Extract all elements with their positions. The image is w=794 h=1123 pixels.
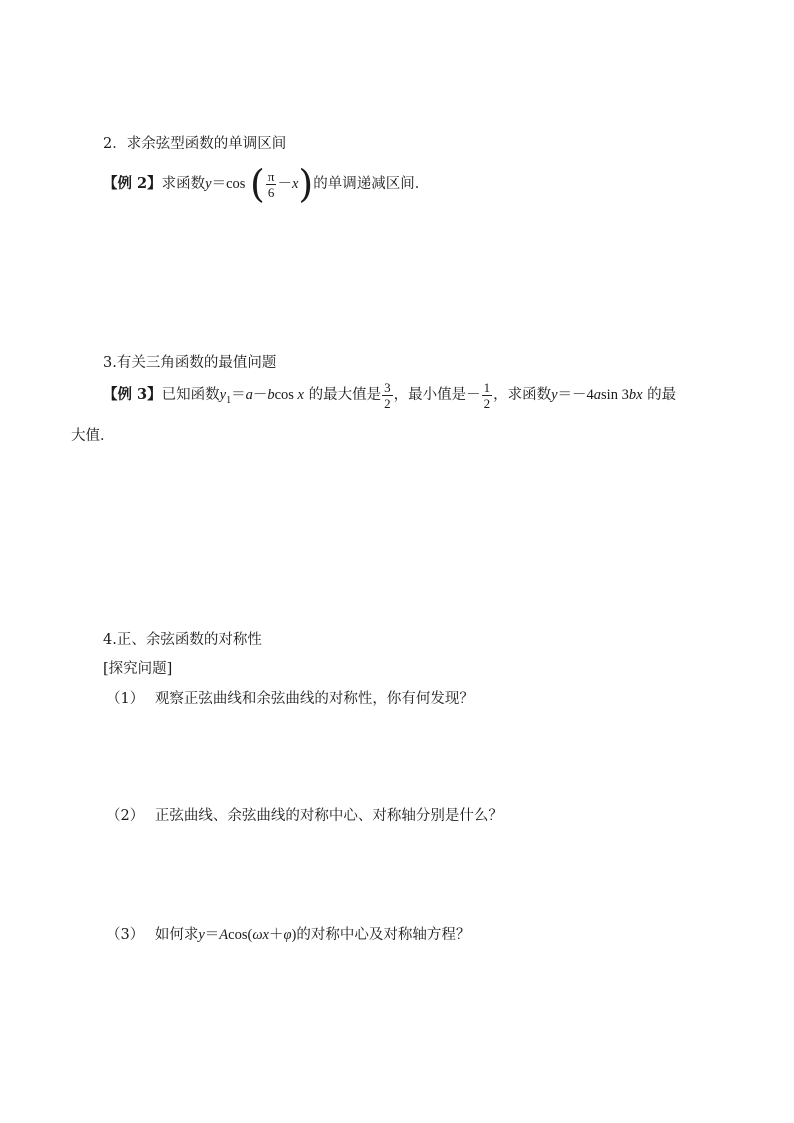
max-numerator: 3 (384, 379, 391, 395)
coefficient-4: 4 (586, 387, 594, 403)
cos-text: cos (226, 176, 246, 192)
right-paren: ) (298, 162, 314, 206)
text-part-3: ，最小值是－ (393, 387, 481, 403)
text-part-1: 已知函数 (161, 387, 220, 403)
var-y: y (198, 927, 205, 943)
explore-heading: [探究问题] (103, 661, 173, 677)
question-2-number: （2） (106, 808, 145, 824)
question-2-text: 正弦曲线、余弦曲线的对称中心、对称轴分别是什么？ (154, 808, 503, 824)
var-y2: y (551, 387, 558, 403)
question-2 (106, 806, 503, 826)
example-3-continuation: 大值． (71, 428, 115, 444)
close-paren: ) (291, 927, 297, 943)
example-2-tag: 【例 2】 (103, 175, 162, 192)
left-paren: ( (250, 162, 265, 206)
equals: ＝ (231, 387, 246, 403)
cos-text: cos (274, 387, 298, 403)
section-2-heading: 2．求余弦型函数的单调区间 (103, 136, 287, 152)
fraction-pi-6 (266, 169, 277, 200)
question-3-prefix: 如何求 (154, 927, 199, 943)
var-x: x (297, 387, 304, 403)
question-3 (106, 925, 470, 945)
example-2-prefix: 求函数 (161, 176, 206, 192)
fraction-denominator: 6 (267, 184, 275, 200)
var-a2: a (593, 387, 602, 403)
fraction-min (482, 380, 493, 411)
var-b: b (267, 387, 275, 403)
example-3-tag: 【例 3】 (103, 386, 162, 403)
minus: － (277, 176, 292, 192)
equals-neg: ＝－ (557, 387, 587, 403)
section-3-heading: 3.有关三角函数的最值问题 (103, 355, 277, 371)
max-denominator: 2 (384, 395, 391, 411)
fraction-numerator: π (267, 168, 275, 184)
minus: － (252, 387, 268, 403)
var-bx: bx (628, 387, 643, 403)
text-part-2: 的最大值是 (303, 387, 382, 403)
var-a: a (245, 387, 253, 403)
section-4-heading: 4.正、余弦函数的对称性 (103, 632, 262, 648)
cos-text: cos( (228, 927, 253, 943)
var-A: A (219, 927, 229, 943)
question-3-suffix: 的对称中心及对称轴方程？ (296, 927, 471, 943)
var-phi: φ (283, 927, 292, 943)
example-2-suffix: 的单调递减区间． (313, 176, 430, 192)
question-1 (106, 689, 474, 709)
question-1-number: （1） (106, 691, 145, 707)
equals: ＝ (211, 176, 227, 192)
min-denominator: 2 (483, 395, 491, 411)
text-part-4: ，求函数 (493, 387, 552, 403)
plus: ＋ (269, 927, 284, 943)
question-1-text: 观察正弦曲线和余弦曲线的对称性，你有何发现？ (154, 691, 474, 707)
equals: ＝ (204, 927, 220, 943)
var-omega-x: ωx (252, 927, 269, 943)
var-y1: y (219, 387, 227, 403)
var-x: x (291, 176, 299, 192)
var-y: y (205, 176, 212, 192)
min-numerator: 1 (483, 379, 491, 395)
example-3 (103, 376, 676, 414)
text-part-5: 的最 (642, 387, 677, 403)
fraction-max (382, 380, 393, 411)
question-3-number: （3） (106, 927, 145, 943)
sin-text: sin 3 (601, 387, 629, 403)
example-2 (103, 164, 429, 204)
subscript-1: 1 (226, 394, 232, 406)
